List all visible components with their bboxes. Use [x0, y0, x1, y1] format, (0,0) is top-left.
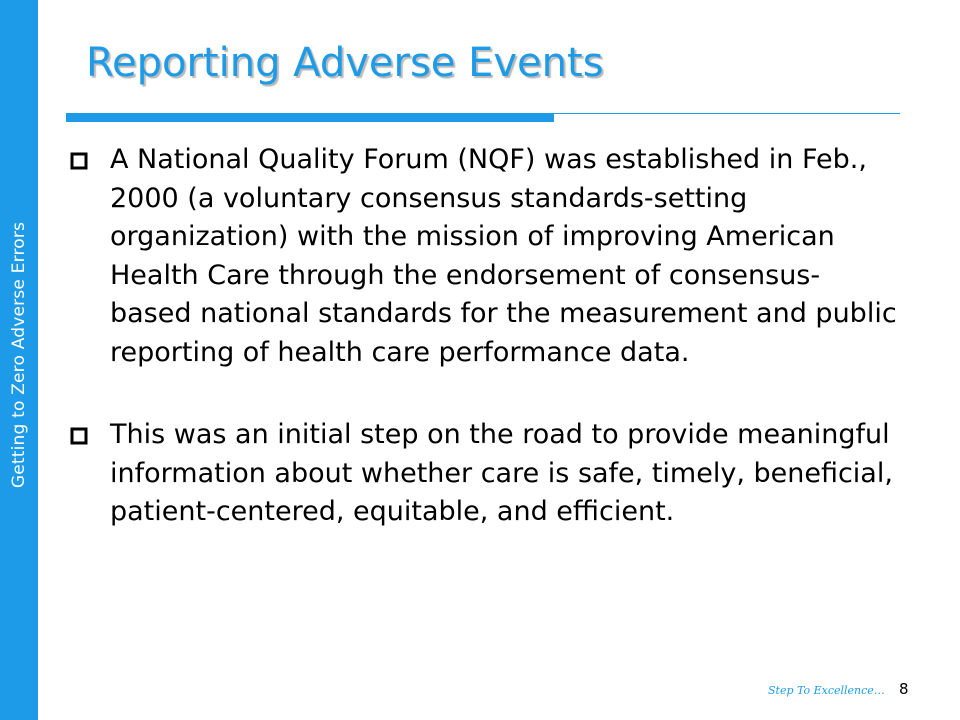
side-label: Getting to Zero Adverse Errors	[9, 221, 29, 489]
page-number: 8	[899, 680, 909, 698]
side-bar	[0, 0, 38, 720]
hollow-square-bullet-icon	[70, 152, 88, 170]
bullet-item	[64, 416, 900, 532]
bullet-list	[64, 141, 900, 532]
title-underline-thick	[66, 113, 554, 122]
bullet-item	[64, 141, 900, 372]
slide-title: Reporting Adverse Events	[86, 40, 604, 86]
footer-tagline: Step To Excellence…	[768, 684, 885, 697]
bullet-text: This was an initial step on the road to provide meaningful information about whether care is safe, timely, beneficial, patient-centered, equitable, and efficient.	[110, 419, 893, 527]
hollow-square-bullet-icon	[70, 427, 88, 445]
title-underline-thin	[554, 113, 900, 114]
bullet-text: A National Quality Forum (NQF) was established in Feb., 2000 (a voluntary consensus standards-setting organization) with the mission of improving American Health Care through the endorsement of consensus-based national standards for the measurement and public reporting of health care performance data.	[110, 144, 897, 368]
